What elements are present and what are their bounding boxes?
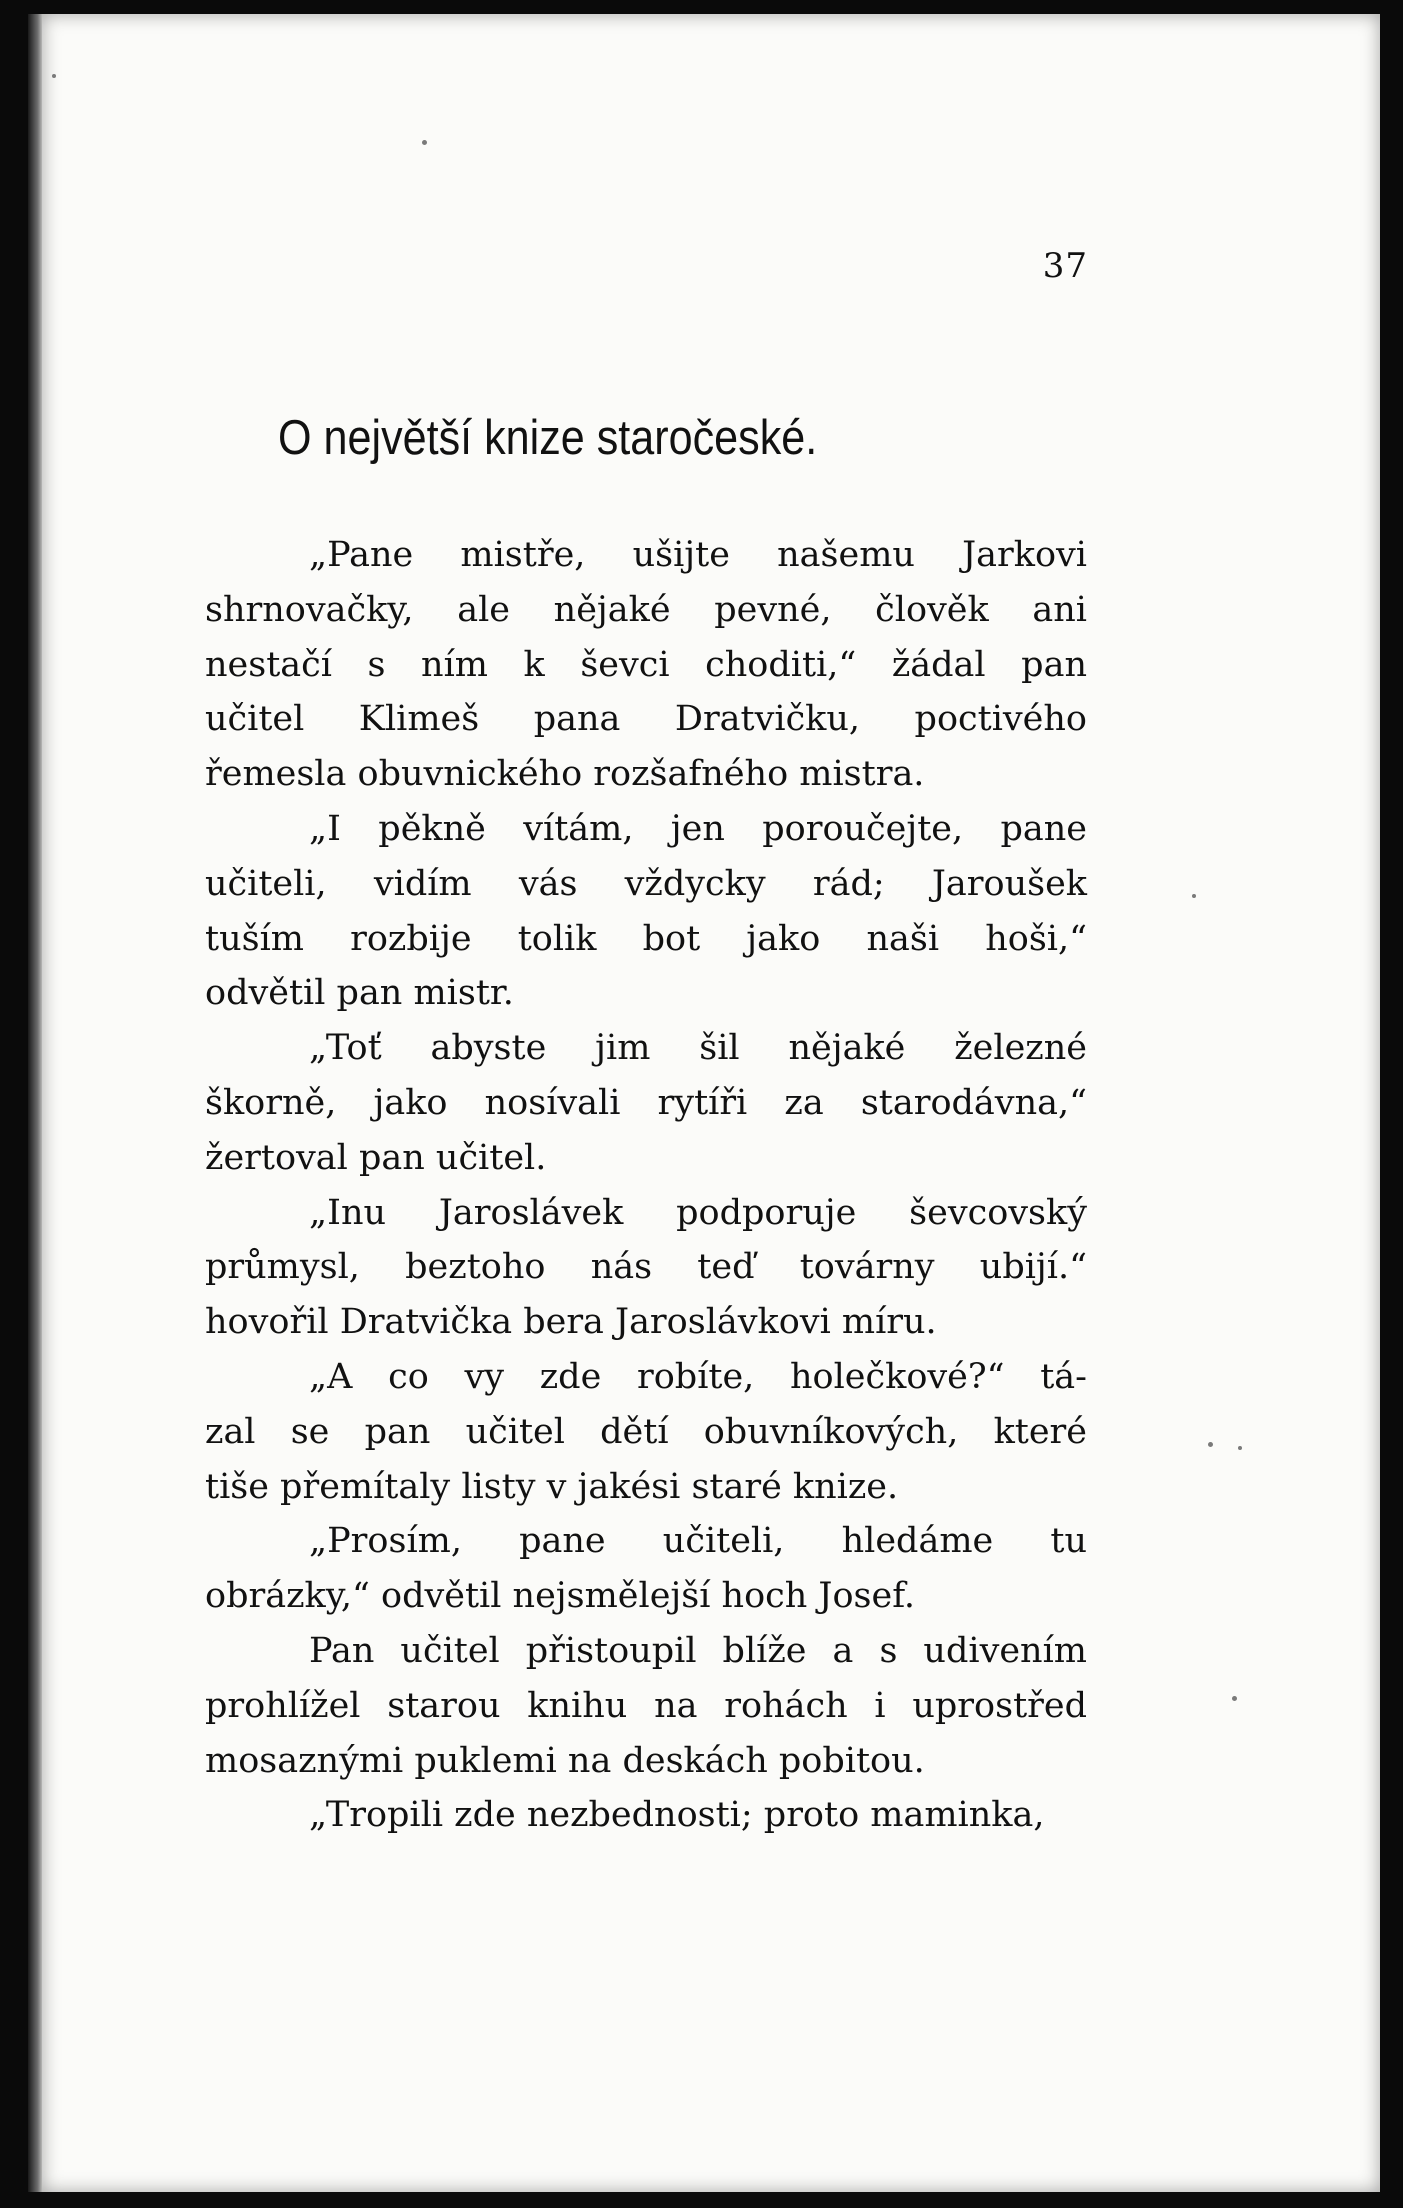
text-line: tiše přemítaly listy v jakési staré knize. xyxy=(205,1466,899,1507)
text-line: „A co vy zde robíte, holečkové?“ tá- xyxy=(309,1356,1087,1397)
text-line: mosaznými puklemi na deskách pobitou. xyxy=(205,1740,925,1781)
text-line: učiteli, vidím vás vždycky rád; Jaroušek xyxy=(205,863,1087,904)
paper-speck xyxy=(1208,1442,1213,1447)
paragraph xyxy=(205,1021,1087,1185)
text-line: „Prosím, pane učiteli, hledáme tu xyxy=(309,1521,1087,1562)
text-line: zal se pan učitel dětí obuvníkových, které xyxy=(205,1411,1087,1452)
text-line: žertoval pan učitel. xyxy=(205,1137,547,1178)
text-line: nestačí s ním k ševci choditi,“ žádal pan xyxy=(205,644,1087,685)
text-line: učitel Klimeš pana Dratvičku, poctivého xyxy=(205,699,1087,740)
text-line: tuším rozbije tolik bot jako naši hoši,“ xyxy=(205,918,1087,959)
paper-speck xyxy=(1232,1696,1237,1701)
paragraph xyxy=(205,528,1087,802)
text-line: řemesla obuvnického rozšafného mistra. xyxy=(205,754,925,795)
paragraph xyxy=(205,1186,1087,1350)
page-number: 37 xyxy=(1042,246,1088,286)
text-line: shrnovačky, ale nějaké pevné, člověk ani xyxy=(205,589,1087,630)
paragraph xyxy=(205,1624,1087,1788)
paper-speck xyxy=(1238,1446,1242,1450)
body-text xyxy=(205,528,1087,1843)
chapter-title: O největší knize staročeské. xyxy=(278,411,818,465)
text-line: „Toť abyste jim šil nějaké železné xyxy=(309,1028,1087,1069)
text-line: průmysl, beztoho nás teď továrny ubijí.“ xyxy=(205,1247,1087,1288)
text-line: obrázky,“ odvětil nejsmělejší hoch Josef. xyxy=(205,1576,916,1617)
paragraph xyxy=(205,1514,1087,1624)
paper-speck xyxy=(1192,894,1196,898)
text-line: „Pane mistře, ušijte našemu Jarkovi xyxy=(309,535,1087,575)
text-line: prohlížel starou knihu na rohách i uprostřed xyxy=(205,1685,1087,1726)
paragraph xyxy=(205,802,1087,1021)
text-line: odvětil pan mistr. xyxy=(205,973,514,1014)
paper-speck xyxy=(422,140,427,145)
text-line: Pan učitel přistoupil blíže a s udivením xyxy=(309,1630,1087,1671)
paragraph xyxy=(205,1350,1087,1514)
paper-speck xyxy=(52,74,56,78)
text-line: „I pěkně vítám, jen poroučejte, pane xyxy=(309,808,1087,849)
paragraph xyxy=(205,1788,1087,1843)
text-line: „Tropili zde nezbednosti; proto maminka, xyxy=(309,1795,1045,1836)
text-line: škorně, jako nosívali rytíři za starodávna,“ xyxy=(205,1082,1087,1123)
text-line: „Inu Jaroslávek podporuje ševcovský xyxy=(309,1192,1087,1233)
text-line: hovořil Dratvička bera Jaroslávkovi míru. xyxy=(205,1302,937,1343)
